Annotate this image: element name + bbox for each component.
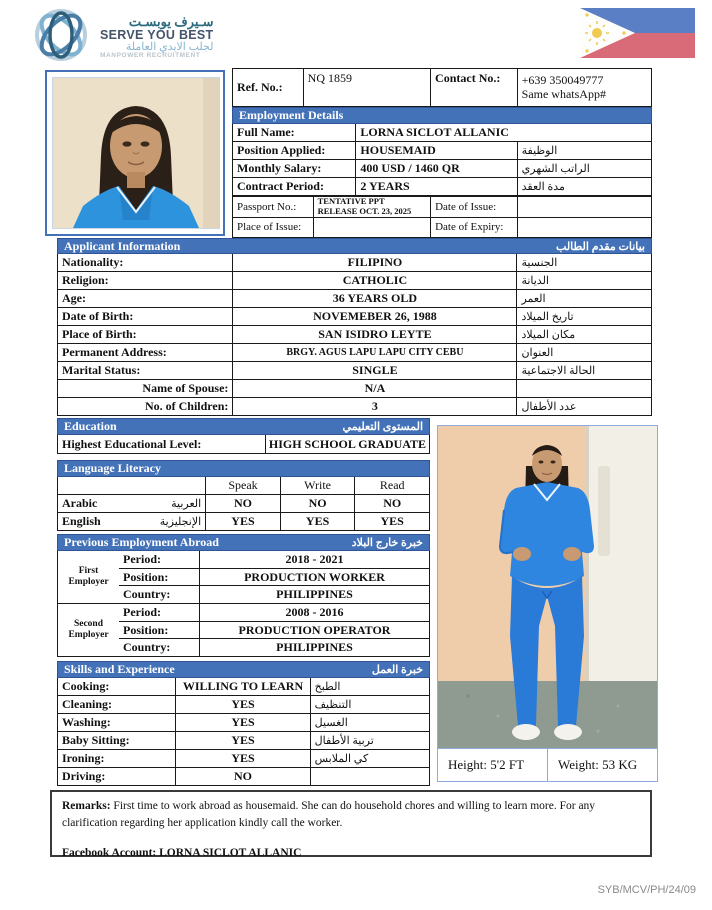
marital-status-value: SINGLE [232,362,516,379]
logo-text-block [100,15,214,60]
washing-value: YES [175,714,309,731]
driving-value: NO [175,768,309,785]
passport-value-line2: RELEASE OCT. 23, 2025 [317,205,412,216]
baby-sitting-label: Baby Sitting: [62,733,130,747]
arabic-language-label: Arabic [62,496,98,510]
passport-value-line1: TENTATIVE PPT [317,197,385,206]
place-of-issue-row [233,217,651,238]
permanent-address-row [58,343,651,361]
height-value: 5'2 FT [490,757,525,772]
place-of-birth-arabic: مكان الميلاد [516,326,651,343]
cooking-row [58,678,429,695]
full-body-photo [438,426,657,748]
salary-label: Monthly Salary: [237,161,322,175]
position-row [233,141,651,159]
philippine-flag [580,8,695,63]
remarks-box [50,790,652,860]
contact-no-line2: Same whatsApp# [521,86,606,101]
religion-arabic: الديانة [516,272,651,289]
baby-sitting-arabic: تربية الأطفال [310,732,429,749]
english-read-value: YES [354,513,429,530]
age-label: Age: [62,291,86,305]
section-title: Language Literacy [64,461,161,475]
ironing-row [58,749,429,767]
second-country-row [119,638,429,656]
arabic-write-value: NO [280,495,355,512]
position-value: PRODUCTION WORKER [199,569,429,586]
logo-arabic-tagline: لجلب الايدي العاملة [125,40,214,53]
second-employer-block [58,603,429,656]
marital-status-label: Marital Status: [62,363,141,377]
applicant-info-table [57,254,652,416]
washing-row [58,713,429,731]
second-employer-rows [119,604,429,656]
section-title-arabic: المستوى التعليمي [342,421,423,433]
date-of-birth-arabic: تاريخ الميلاد [516,308,651,325]
permanent-address-value: BRGY. AGUS LAPU LAPU CITY CEBU [232,344,516,361]
cooking-label: Cooking: [62,679,110,693]
passport-no-label: Passport No.: [237,200,297,213]
english-language-cell [58,513,205,530]
facebook-line [62,845,640,862]
permanent-address-arabic: العنوان [516,344,651,361]
language-literacy-table [57,477,430,531]
logo-english-tagline: MANPOWER RECRUITMENT [100,52,201,60]
period-value: 2008 - 2016 [199,604,429,621]
logo-english-name: SERVE YOU BEST [100,27,214,42]
facebook-account-value: LORNA SICLOT ALLANIC [159,847,302,860]
arabic-language-arabic: العربية [171,498,202,510]
first-position-row [119,568,429,586]
spouse-arabic [516,380,651,397]
age-value: 36 YEARS OLD [232,290,516,307]
first-employer-label [58,551,119,603]
nationality-label: Nationality: [62,255,124,269]
place-of-issue-label: Place of Issue: [237,221,302,234]
driving-row [58,767,429,785]
table-row [233,69,651,106]
section-title: Applicant Information [64,238,181,253]
religion-row [58,271,651,289]
logo-arabic-name: سـيرف يوبسـت [128,13,214,29]
arabic-literacy-row [58,494,429,512]
full-name-row [233,124,651,141]
section-title-arabic: خبرة خارج البلاد [351,537,423,549]
baby-sitting-value: YES [175,732,309,749]
full-name-value: LORNA SICLOT ALLANIC [355,124,651,141]
country-value: PHILIPPINES [199,586,429,603]
position-arabic: الوظيفة [517,142,651,159]
english-literacy-row [58,512,429,530]
date-of-issue-label: Date of Issue: [430,197,517,217]
height-weight-row [438,748,657,781]
first-country-row [119,585,429,603]
section-title-arabic: بيانات مقدم الطالب [556,240,645,253]
baby-sitting-row [58,731,429,749]
language-column-spacer [58,477,205,494]
arabic-speak-value: NO [205,495,280,512]
remarks-paragraph [62,798,640,831]
place-of-issue-value [313,218,430,238]
section-title: Skills and Experience [64,662,175,676]
cleaning-label: Cleaning: [62,697,113,711]
country-label: Country: [123,587,171,602]
section-title: Education [64,419,117,433]
place-of-birth-label: Place of Birth: [62,327,137,341]
contact-no-label: Contact No.: [430,69,517,106]
spouse-row [58,379,651,397]
employment-details-header [232,107,652,124]
period-label: Period: [123,551,161,566]
section-title: Previous Employment Abroad [64,535,219,549]
employer-label-line2: Employer [68,577,109,587]
full-body-photo-panel [437,425,658,782]
salary-value: 400 USD / 1460 QR [355,160,516,177]
contract-row [233,177,651,195]
ref-no-label: Ref. No.: [237,80,283,94]
position-label: Position Applied: [237,143,326,157]
english-language-arabic: الإنجليزية [159,516,202,528]
education-table [57,435,430,454]
contact-no-value [517,69,651,106]
weight-cell [547,749,657,781]
driving-arabic [310,768,429,785]
religion-value: CATHOLIC [232,272,516,289]
cleaning-row [58,695,429,713]
date-of-birth-label: Date of Birth: [62,309,134,323]
country-label: Country: [123,640,171,655]
english-write-value: YES [280,513,355,530]
arabic-read-value: NO [354,495,429,512]
cooking-arabic: الطبخ [310,678,429,695]
permanent-address-label: Permanent Address: [62,345,167,359]
skills-table [57,678,430,786]
nationality-arabic: الجنسية [516,254,651,271]
date-of-birth-value: NOVEMEBER 26, 1988 [232,308,516,325]
children-label: No. of Children: [144,399,229,413]
date-of-expiry-label: Date of Expiry: [430,218,517,238]
ref-no-value: NQ 1859 [303,69,430,106]
children-row [58,397,651,415]
ref-contact-table [232,68,652,107]
religion-label: Religion: [62,273,109,287]
date-of-expiry-value [517,218,651,238]
cleaning-value: YES [175,696,309,713]
full-name-label: Full Name: [237,125,295,139]
passport-table [232,196,652,238]
washing-arabic: الغسيل [310,714,429,731]
salary-row [233,159,651,177]
driving-label: Driving: [62,769,106,783]
english-speak-value: YES [205,513,280,530]
place-of-birth-row [58,325,651,343]
spouse-label: Name of Spouse: [142,381,229,395]
write-column-header: Write [280,477,355,494]
ironing-label: Ironing: [62,751,105,765]
portrait-photo-frame [45,70,225,236]
contract-label: Contract Period: [237,179,324,193]
second-period-row [119,604,429,621]
recruitment-logo-icon [30,4,92,71]
position-value: PRODUCTION OPERATOR [199,622,429,639]
marital-status-arabic: الحالة الاجتماعية [516,362,651,379]
language-columns-row [58,477,429,494]
position-label: Position: [123,622,169,637]
second-employer-label [58,604,119,656]
applicant-info-header [57,238,652,254]
marital-status-row [58,361,651,379]
education-level-label: Highest Educational Level: [62,436,202,451]
section-title-arabic: خبرة العمل [371,664,423,676]
header-logo [30,4,214,71]
age-arabic: العمر [516,290,651,307]
read-column-header: Read [354,477,429,494]
remarks-text: First time to work abroad as housemaid. She can do household chores and willing to learn more. For any clarification regarding her application kindly call the worker. [62,800,596,829]
section-title: Employment Details [239,108,344,122]
previous-employment-table [57,551,430,657]
period-label: Period: [123,604,161,619]
document-code: SYB/MCV/PH/24/09 [597,884,696,896]
employer-label-line1: First [78,566,99,577]
previous-employment-header [57,534,430,551]
washing-label: Washing: [62,715,111,729]
spouse-value: N/A [232,380,516,397]
period-value: 2018 - 2021 [199,551,429,568]
portrait-photo [52,77,218,229]
language-literacy-header [57,460,430,477]
cleaning-arabic: التنظيف [310,696,429,713]
cooking-value: WILLING TO LEARN [175,678,309,695]
employer-label-line1: Second [73,619,104,630]
speak-column-header: Speak [205,477,280,494]
second-position-row [119,621,429,639]
first-employer-block [58,551,429,603]
remarks-label: Remarks: [62,800,111,812]
education-level-value: HIGH SCHOOL GRADUATE [265,435,429,453]
country-value: PHILIPPINES [199,639,429,656]
age-row [58,289,651,307]
place-of-birth-value: SAN ISIDRO LEYTE [232,326,516,343]
ironing-value: YES [175,750,309,767]
position-value: HOUSEMAID [355,142,516,159]
english-language-label: English [62,514,101,528]
salary-arabic: الراتب الشهري [517,160,651,177]
weight-label: Weight: [558,757,599,772]
contract-value: 2 YEARS [355,178,516,195]
children-arabic: عدد الأطفال [516,398,651,415]
contract-arabic: مدة العقد [517,178,651,195]
height-label: Height: [448,757,487,772]
ironing-arabic: كي الملابس [310,750,429,767]
arabic-language-cell [58,495,205,512]
passport-row [233,197,651,217]
children-value: 3 [232,398,516,415]
first-period-row [119,551,429,568]
employer-label-line2: Employer [68,630,109,640]
education-row [58,435,429,453]
first-employer-rows [119,551,429,603]
facebook-account-label: Facebook Account: [62,847,157,860]
weight-value: 53 KG [602,757,638,772]
education-header [57,418,430,435]
date-of-issue-value [517,197,651,217]
employment-details-table [232,124,652,196]
passport-no-value [313,197,430,217]
nationality-value: FILIPINO [232,254,516,271]
contact-no-line1: +639 350049777 [521,72,604,87]
nationality-row [58,254,651,271]
position-label: Position: [123,569,169,584]
skills-header [57,661,430,678]
date-of-birth-row [58,307,651,325]
height-cell [438,749,547,781]
